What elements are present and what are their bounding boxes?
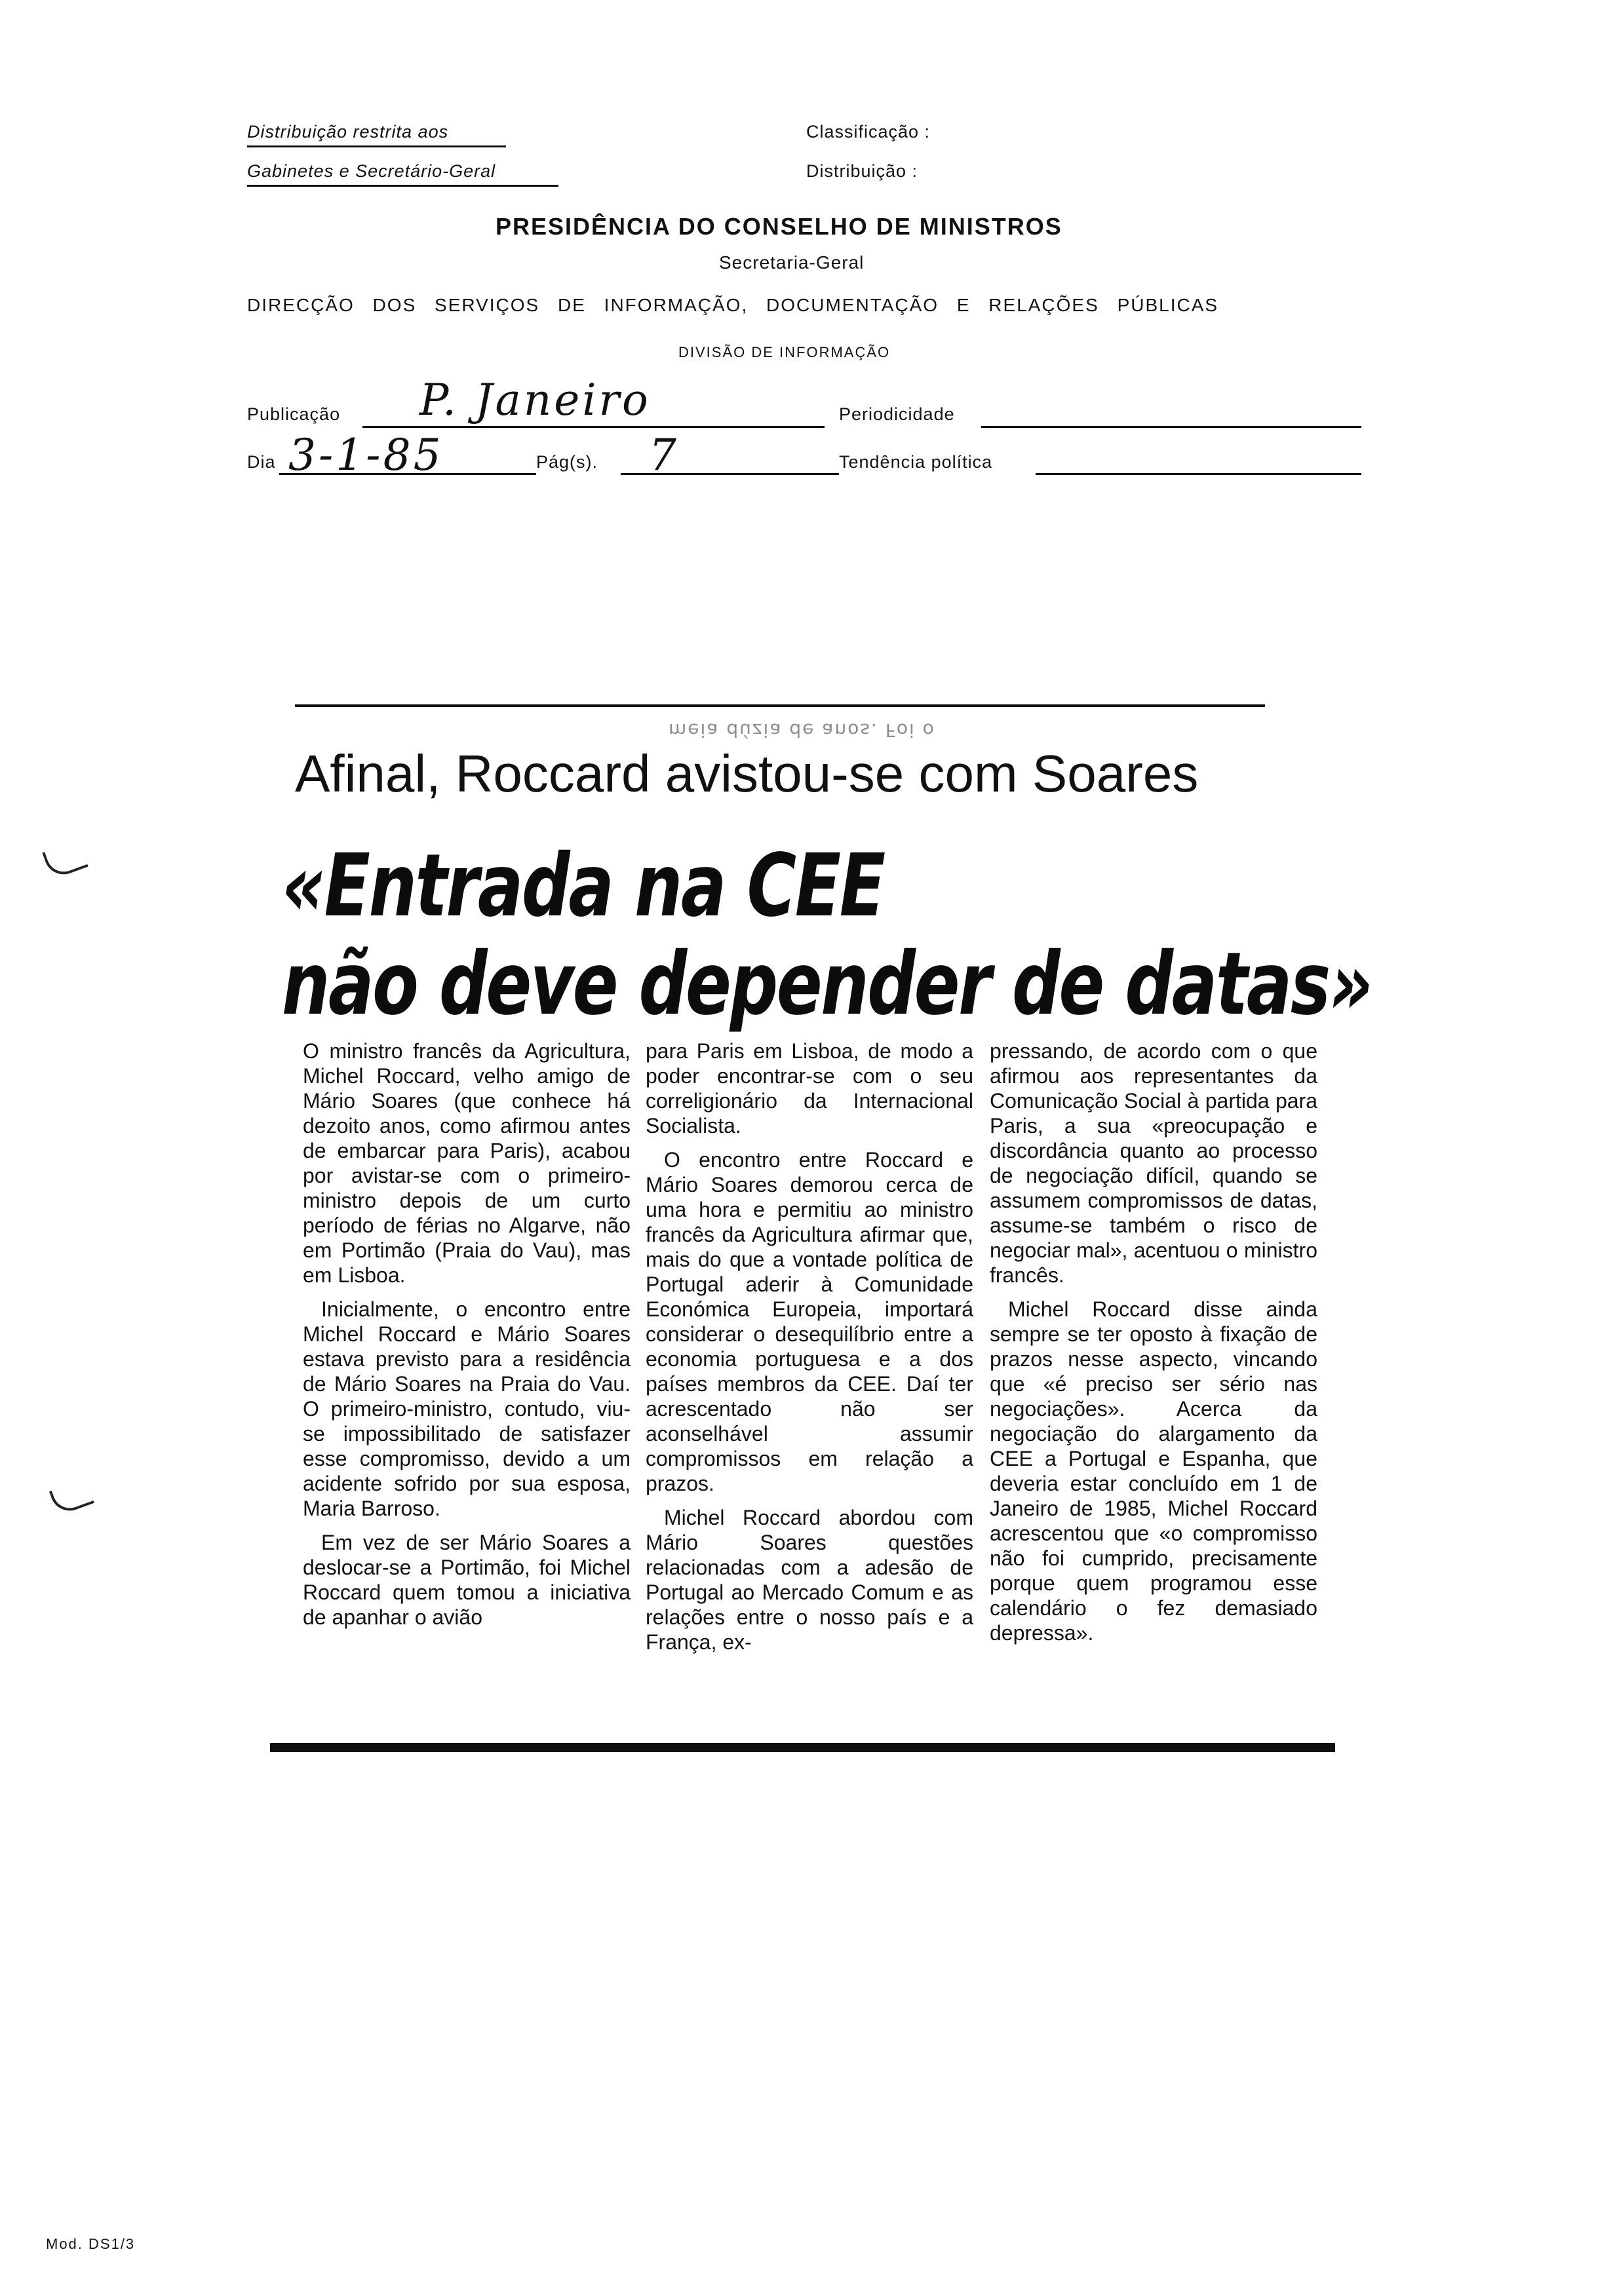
article-paragraph: Michel Roccard abordou com Mário Soares questões relacionadas com a adesão de Portugal ao Mercado Comum e as relações entre o nosso país e a França, ex- [646, 1506, 973, 1654]
article-column-1 [303, 1039, 631, 1639]
division-line: DIVISÃO DE INFORMAÇÃO [678, 344, 891, 360]
bleed-through-text: meia dúzia de anos. Foi o [669, 719, 935, 741]
headline-line-1: «Entrada na CEE [282, 835, 884, 936]
publication-handwritten-value: P. Janeiro [419, 375, 651, 425]
directorate-line: DIRECÇÃO DOS SERVIÇOS DE INFORMAÇÃO, DOCUMENTAÇÃO E RELAÇÕES PÚBLICAS [247, 295, 1219, 315]
underline-1 [247, 145, 506, 147]
org-title: PRESIDÊNCIA DO CONSELHO DE MINISTROS [496, 213, 1062, 240]
pages-handwritten-value: 7 [649, 430, 679, 480]
org-subtitle: Secretaria-Geral [719, 252, 865, 273]
article-paragraph: O ministro francês da Agricultura, Michel Roccard, velho amigo de Mário Soares (que conhece há dezoito anos, como afirmou antes de embarcar para Paris), acabou por avistar-se com o primeiro-ministro depois de um curto período de férias no Algarve, não em Portimão (Praia do Vau), mas em Lisboa. [303, 1039, 631, 1287]
punch-hole-mark-bottom [49, 1478, 94, 1516]
pages-label: Pág(s). [536, 452, 598, 472]
underline-2 [247, 185, 558, 187]
punch-hole-mark-top [42, 839, 88, 880]
classification-label: Classificação : [806, 122, 931, 142]
article-paragraph: Michel Roccard disse ainda sempre se ter oposto à fixação de prazos nesse aspecto, vincando que «é preciso ser sério nas negociações». Acerca da negociação do alargamento da CEE a Portugal e Espanha, que deveria estar concluído em 1 de Janeiro de 1985, Michel Roccard acrescentou que «o compromisso não foi cumprido, precisamente porque quem programou esse calendário o fez demasiado depressa». [990, 1297, 1317, 1645]
day-handwritten-value: 3-1-85 [288, 430, 444, 480]
day-label: Dia [247, 452, 276, 472]
distribution-label: Distribuição : [806, 161, 918, 181]
article-paragraph: para Paris em Lisboa, de modo a poder encontrar-se com o seu correligionário da Internacional Socialista. [646, 1039, 973, 1138]
headline-line-2: não deve depender de datas» [282, 934, 1372, 1035]
periodicity-underline [981, 426, 1361, 428]
newspaper-clipping [262, 695, 1372, 1756]
article-column-2 [646, 1039, 973, 1664]
publication-underline [362, 426, 825, 428]
article-kicker: Afinal, Roccard avistou-se com Soares [295, 744, 1199, 803]
article-paragraph: Inicialmente, o encontro entre Michel Roccard e Mário Soares estava previsto para a residência de Mário Soares na Praia do Vau. O primeiro-ministro, contudo, viu-se impossibilitado de satisfazer esse compromisso, devido a um acidente sofrido por sua esposa, Maria Barroso. [303, 1297, 631, 1520]
publication-label: Publicação [247, 404, 341, 424]
clipping-bottom-rule [270, 1743, 1335, 1752]
form-model-code: Mod. DS1/3 [46, 2236, 136, 2252]
periodicity-label: Periodicidade [839, 404, 955, 424]
tendency-underline [1036, 473, 1361, 475]
restricted-distribution-line2: Gabinetes e Secretário-Geral [247, 161, 496, 181]
article-column-3 [990, 1039, 1317, 1655]
article-paragraph: pressando, de acordo com o que afirmou aos representantes da Comunicação Social à partida para Paris, a sua «preocupação e discordância quanto ao processo de negociação difícil, quando se assumem compromissos de datas, assume-se também o risco de negociar mal», acentuou o ministro francês. [990, 1039, 1317, 1287]
article-paragraph: O encontro entre Roccard e Mário Soares demorou cerca de uma hora e permitiu ao ministro francês da Agricultura afirmar que, mais do que a vontade política de Portugal aderir à Comunidade Económica Europeia, importará considerar o desequilíbrio entre a economia portuguesa e a dos países membros da CEE. Daí ter acrescentado não ser aconselhável assumir compromissos em relação a prazos. [646, 1148, 973, 1495]
article-paragraph: Em vez de ser Mário Soares a deslocar-se a Portimão, foi Michel Roccard quem tomou a iniciativa de apanhar o avião [303, 1531, 631, 1629]
clipping-top-rule [295, 704, 1265, 707]
tendency-label: Tendência política [839, 452, 993, 472]
restricted-distribution-line1: Distribuição restrita aos [247, 122, 449, 142]
